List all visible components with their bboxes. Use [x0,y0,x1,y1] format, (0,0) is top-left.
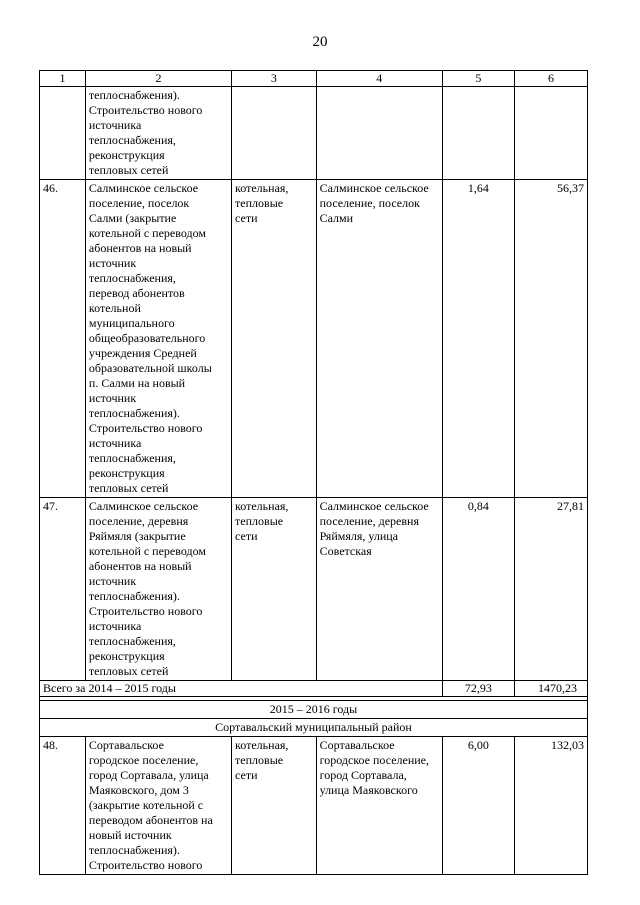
table-row-48 [40,737,588,875]
location-cell: Салминское сельское поселение, поселок Салми [316,180,442,498]
total-label: Всего за 2014 – 2015 годы [40,681,443,697]
column-number-row [40,71,588,87]
value-5-cell: 1,64 [442,180,514,498]
value-5-cell: 6,00 [442,737,514,875]
column-header-3: 3 [232,71,317,87]
value-5-cell: 0,84 [442,498,514,681]
column-header-4: 4 [316,71,442,87]
object-name-cell: Салминское сельское поселение, поселок Салми (закрытие котельной с переводом абонентов на новый источник теплоснабжения, перевод абонентов котельной муниципального общеобразовательного учреждения Средней образовательной школы п. Салми на новый источник теплоснабжения). Строительство нового источника теплоснабжения, реконструкция тепловых сетей [85,180,231,498]
total-value-5: 72,93 [442,681,514,697]
page-number: 20 [312,34,328,50]
object-type-cell: котельная, тепловые сети [232,180,317,498]
column-header-6: 6 [514,71,587,87]
location-cell: Салминское сельское поселение, деревня Ряймяля, улица Советская [316,498,442,681]
value-6-cell: 27,81 [514,498,587,681]
total-row [40,681,588,697]
object-type-cell: котельная, тепловые сети [232,737,317,875]
row-number-cell [40,87,86,180]
column-header-2: 2 [85,71,231,87]
object-type-cell [232,87,317,180]
object-name-cell: Сортавальское городское поселение, город Сортавала, улица Маяковского, дом 3 (закрытие котельной с переводом абонентов на новый источник теплоснабжения). Строительство нового [85,737,231,875]
period-heading-row [40,701,588,719]
row-number-cell: 47. [40,498,86,681]
value-6-cell: 132,03 [514,737,587,875]
heat-supply-table [39,70,588,875]
table-row-47 [40,498,588,681]
district-heading-row [40,719,588,737]
table-row-continuation [40,87,588,180]
value-6-cell [514,87,587,180]
district-heading: Сортавальский муниципальный район [40,719,588,737]
total-value-6: 1470,23 [514,681,587,697]
object-name-cell: теплоснабжения). Строительство нового источника теплоснабжения, реконструкция тепловых сетей [85,87,231,180]
period-heading: 2015 – 2016 годы [40,701,588,719]
row-number-cell: 48. [40,737,86,875]
column-header-5: 5 [442,71,514,87]
value-6-cell: 56,37 [514,180,587,498]
location-cell: Сортавальское городское поселение, город Сортавала, улица Маяковского [316,737,442,875]
object-type-cell: котельная, тепловые сети [232,498,317,681]
row-number-cell: 46. [40,180,86,498]
column-header-1: 1 [40,71,86,87]
value-5-cell [442,87,514,180]
table-row-46 [40,180,588,498]
location-cell [316,87,442,180]
object-name-cell: Салминское сельское поселение, деревня Ряймяля (закрытие котельной с переводом абонентов на новый источник теплоснабжения). Строительство нового источника теплоснабжения, реконструкция тепловых сетей [85,498,231,681]
